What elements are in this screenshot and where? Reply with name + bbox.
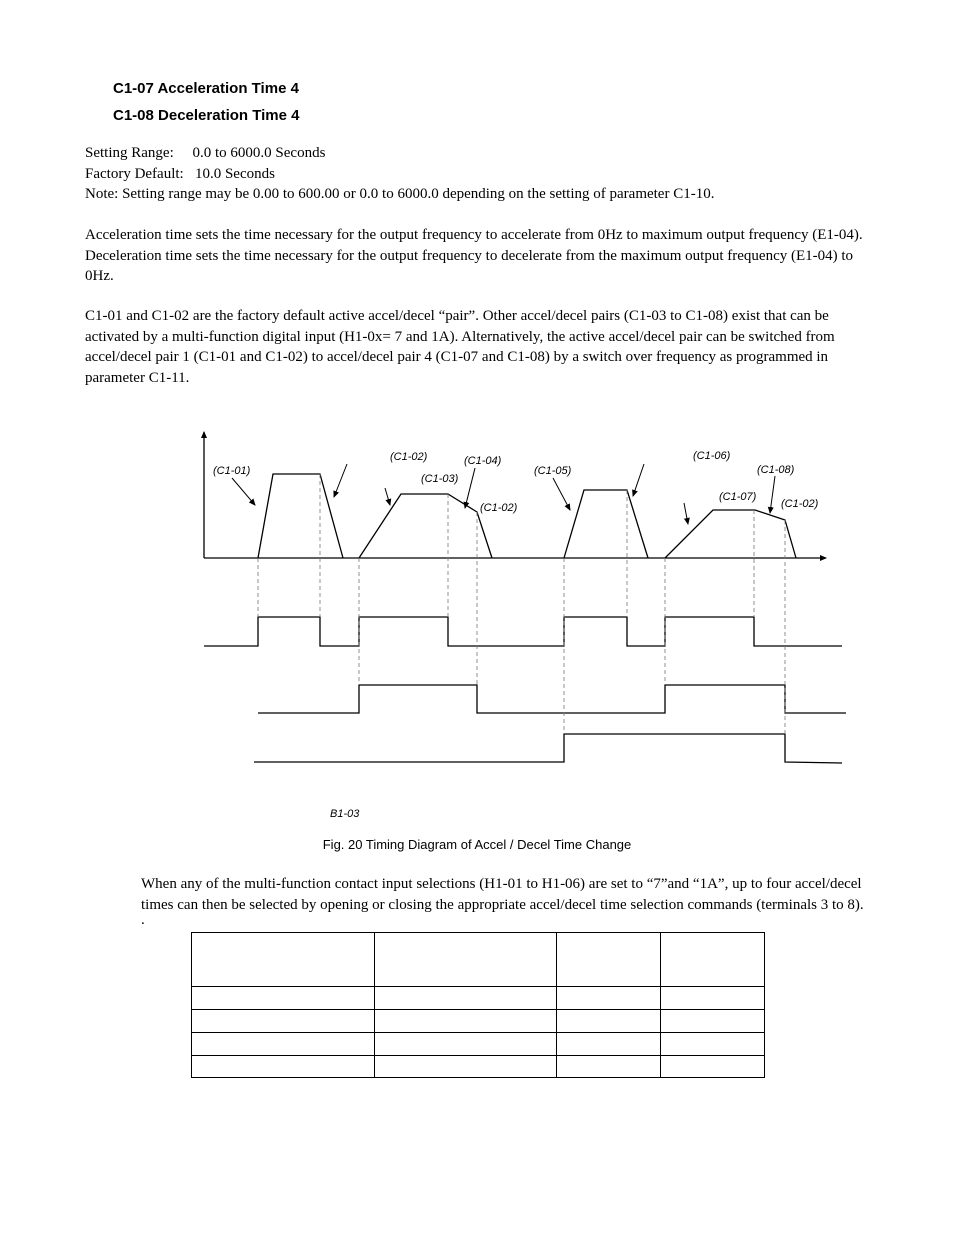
table-header-row	[192, 933, 765, 987]
paragraph-accel-decel-pairs: C1-01 and C1-02 are the factory default active accel/decel “pair”. Other accel/decel pairs (C1-03 to C1-08) exist that can be activated by a multi-function digital input (H1-0x= 7 and 1A). Alternatively, the active accel/decel pair can be switched from accel/decel pair 1 (C1-01 and C1-02) to accel/decel pair 4 (C1-07 and C1-08) by a switch over frequency as programmed in parameter C1-11.	[85, 308, 835, 386]
frequency-profile-4	[665, 510, 796, 558]
table-row	[192, 1010, 765, 1033]
table-cell	[192, 933, 375, 987]
table-row	[192, 1056, 765, 1078]
table-cell	[557, 1010, 661, 1033]
table-cell	[557, 1056, 661, 1078]
label-c1-08-decel-4: (C1-08)	[757, 464, 795, 476]
table-cell	[192, 987, 375, 1010]
label-pointer-arrows	[232, 464, 775, 524]
label-c1-02-decel-1-third: (C1-02)	[781, 498, 819, 510]
figure-caption: Fig. 20 Timing Diagram of Accel / Decel Time Change	[322, 837, 632, 852]
table-cell	[557, 933, 661, 987]
table-cell	[661, 1033, 765, 1056]
timing-guide-lines	[258, 474, 785, 734]
run-signal	[204, 617, 842, 646]
frequency-profile-1	[258, 474, 343, 558]
paragraph-accel-decel-definition: Acceleration time sets the time necessary for the output frequency to accelerate from 0Hz to maximum output frequency (E1-04). Deceleration time sets the time necessary for the output frequency to decelerate from the maximum output frequency (E1-04) to 0Hz.	[85, 227, 863, 285]
label-c1-02-decel-1-second: (C1-02)	[480, 502, 518, 514]
stray-dot: .	[141, 912, 145, 928]
label-b1-03: B1-03	[330, 808, 360, 820]
table-cell	[557, 987, 661, 1010]
table-cell	[661, 933, 765, 987]
table-cell	[192, 1010, 375, 1033]
heading-deceleration-time-4: C1-08 Deceleration Time 4	[113, 107, 300, 124]
table-cell	[557, 1033, 661, 1056]
frequency-profile-3	[564, 490, 648, 558]
label-c1-02-decel-1: (C1-02)	[390, 451, 428, 463]
table-cell	[375, 1033, 557, 1056]
heading-acceleration-time-4: C1-07 Acceleration Time 4	[113, 80, 299, 97]
table-cell	[375, 987, 557, 1010]
table-cell	[375, 1010, 557, 1033]
table-cell	[661, 1056, 765, 1078]
accel-decel-select-1-signal	[258, 685, 846, 713]
setting-range: Setting Range: 0.0 to 6000.0 Seconds	[85, 145, 326, 161]
label-c1-03-accel-2: (C1-03)	[421, 473, 459, 485]
table-row	[192, 1033, 765, 1056]
table-cell	[192, 1033, 375, 1056]
table-cell	[661, 1010, 765, 1033]
setting-note: Note: Setting range may be 0.00 to 600.00 or 0.0 to 6000.0 depending on the setting of parameter C1-10.	[85, 186, 715, 203]
frequency-profile-2	[359, 494, 492, 558]
table-cell	[192, 1056, 375, 1078]
table-cell	[375, 1056, 557, 1078]
table-cell	[661, 987, 765, 1010]
table-cell	[375, 933, 557, 987]
table-row	[192, 987, 765, 1010]
label-c1-05-accel-3: (C1-05)	[534, 465, 572, 477]
factory-default: Factory Default: 10.0 Seconds	[85, 165, 275, 182]
label-c1-04-decel-2: (C1-04)	[464, 455, 502, 467]
label-c1-01-accel-1: (C1-01)	[213, 465, 251, 477]
accel-decel-select-2-signal	[254, 734, 842, 763]
label-c1-06-decel-3: (C1-06)	[693, 450, 731, 462]
accel-decel-selection-table	[191, 932, 765, 1078]
paragraph-multi-function-inputs: When any of the multi-function contact input selections (H1-01 to H1-06) are set to “7”and “1A”, up to four accel/decel times can then be selected by opening or closing the appropriate accel/decel time selection commands (terminals 3 to 8).	[141, 876, 864, 913]
label-c1-07-accel-4: (C1-07)	[719, 491, 757, 503]
